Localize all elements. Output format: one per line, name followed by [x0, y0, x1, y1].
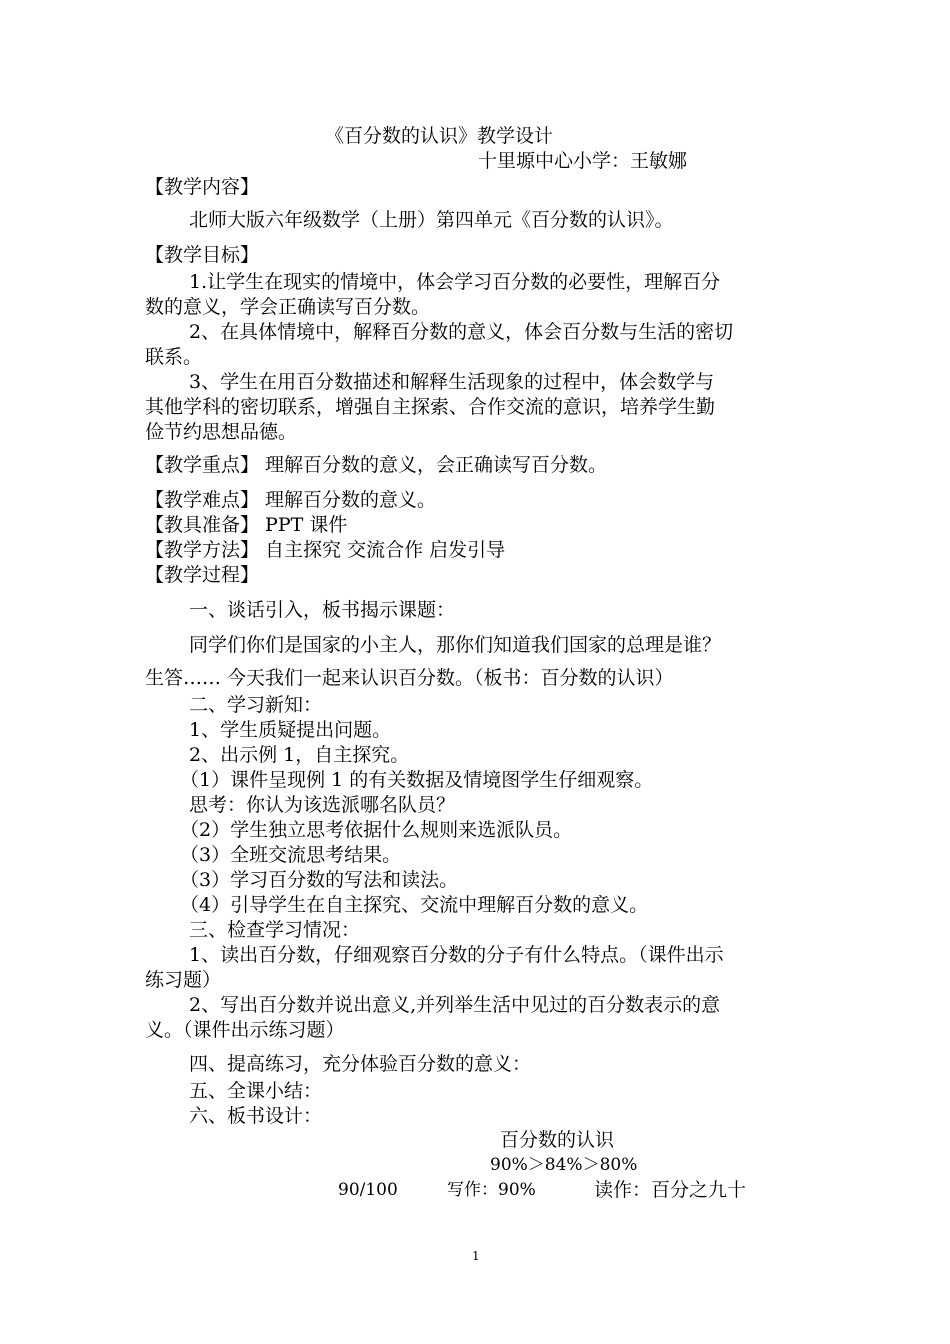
process-line: （3）学习百分数的写法和读法。: [180, 869, 459, 891]
page-number: 1: [472, 1249, 480, 1263]
process-line: 生答…… 今天我们一起来认识百分数。（板书：百分数的认识）: [145, 667, 674, 689]
heading-goals: 【教学目标】: [145, 244, 260, 266]
key-point: 【教学重点】 理解百分数的意义，会正确读写百分数。: [145, 454, 608, 476]
process-line: 一、谈话引入，板书揭示课题：: [189, 599, 456, 621]
board-write: 写作：90%: [447, 1180, 536, 1200]
board-compare: 90%＞84%＞80%: [490, 1155, 638, 1175]
process-line: 思考：你认为该选派哪名队员？: [189, 794, 456, 816]
goal3-line3: 俭节约思想品德。: [145, 421, 298, 443]
process-line: 1、读出百分数，仔细观察百分数的分子有什么特点。（课件出示: [189, 944, 724, 966]
process-line: 同学们你们是国家的小主人，那你们知道我们国家的总理是谁？: [189, 634, 722, 656]
board-title: 百分数的认识: [500, 1129, 615, 1151]
goal1-line1: 1.让学生在现实的情境中，体会学习百分数的必要性，理解百分: [189, 271, 721, 293]
methods: 【教学方法】 自主探究 交流合作 启发引导: [145, 539, 506, 561]
goal3-line2: 其他学科的密切联系，增强自主探索、合作交流的意识，培养学生勤: [145, 396, 716, 418]
process-line: 2、写出百分数并说出意义,并列举生活中见过的百分数表示的意: [189, 994, 721, 1016]
board-read: 读作：百分之九十: [594, 1179, 747, 1201]
goal3-line1: 3、学生在用百分数描述和解释生活现象的过程中，体会数学与: [189, 371, 715, 393]
process-line: （2）学生独立思考依据什么规则来选派队员。: [180, 819, 573, 841]
author-line: 十里塬中心小学：王敏娜: [478, 150, 688, 172]
process-line: （1）课件呈现例 1 的有关数据及情境图学生仔细观察。: [180, 769, 654, 791]
heading-process: 【教学过程】: [145, 564, 260, 586]
goal2-line2: 联系。: [145, 346, 203, 368]
process-line: 2、出示例 1，自主探究。: [189, 744, 410, 766]
process-line: 练习题）: [145, 969, 222, 991]
board-fraction: 90/100: [338, 1180, 398, 1200]
difficulty: 【教学难点】 理解百分数的意义。: [145, 489, 437, 511]
process-line: 五、全课小结：: [189, 1080, 323, 1102]
process-line: 三、检查学习情况：: [189, 919, 361, 941]
goal2-line1: 2、在具体情境中，解释百分数的意义，体会百分数与生活的密切: [189, 321, 734, 343]
document-title: 《百分数的认识》教学设计: [325, 125, 554, 147]
process-line: 二、学习新知：: [189, 694, 323, 716]
content-text: 北师大版六年级数学（上册）第四单元《百分数的认识》。: [189, 209, 674, 231]
heading-content: 【教学内容】: [145, 176, 260, 198]
process-line: 六、板书设计：: [189, 1105, 323, 1127]
goal1-line2: 数的意义，学会正确读写百分数。: [145, 296, 431, 318]
process-line: 义。（课件出示练习题）: [145, 1019, 345, 1041]
process-line: （4）引导学生在自主探究、交流中理解百分数的意义。: [180, 894, 649, 916]
process-line: 四、提高练习，充分体验百分数的意义：: [189, 1053, 532, 1075]
process-line: （3）全班交流思考结果。: [180, 844, 402, 866]
tools: 【教具准备】 PPT 课件: [145, 514, 348, 536]
process-line: 1、学生质疑提出问题。: [189, 719, 392, 741]
